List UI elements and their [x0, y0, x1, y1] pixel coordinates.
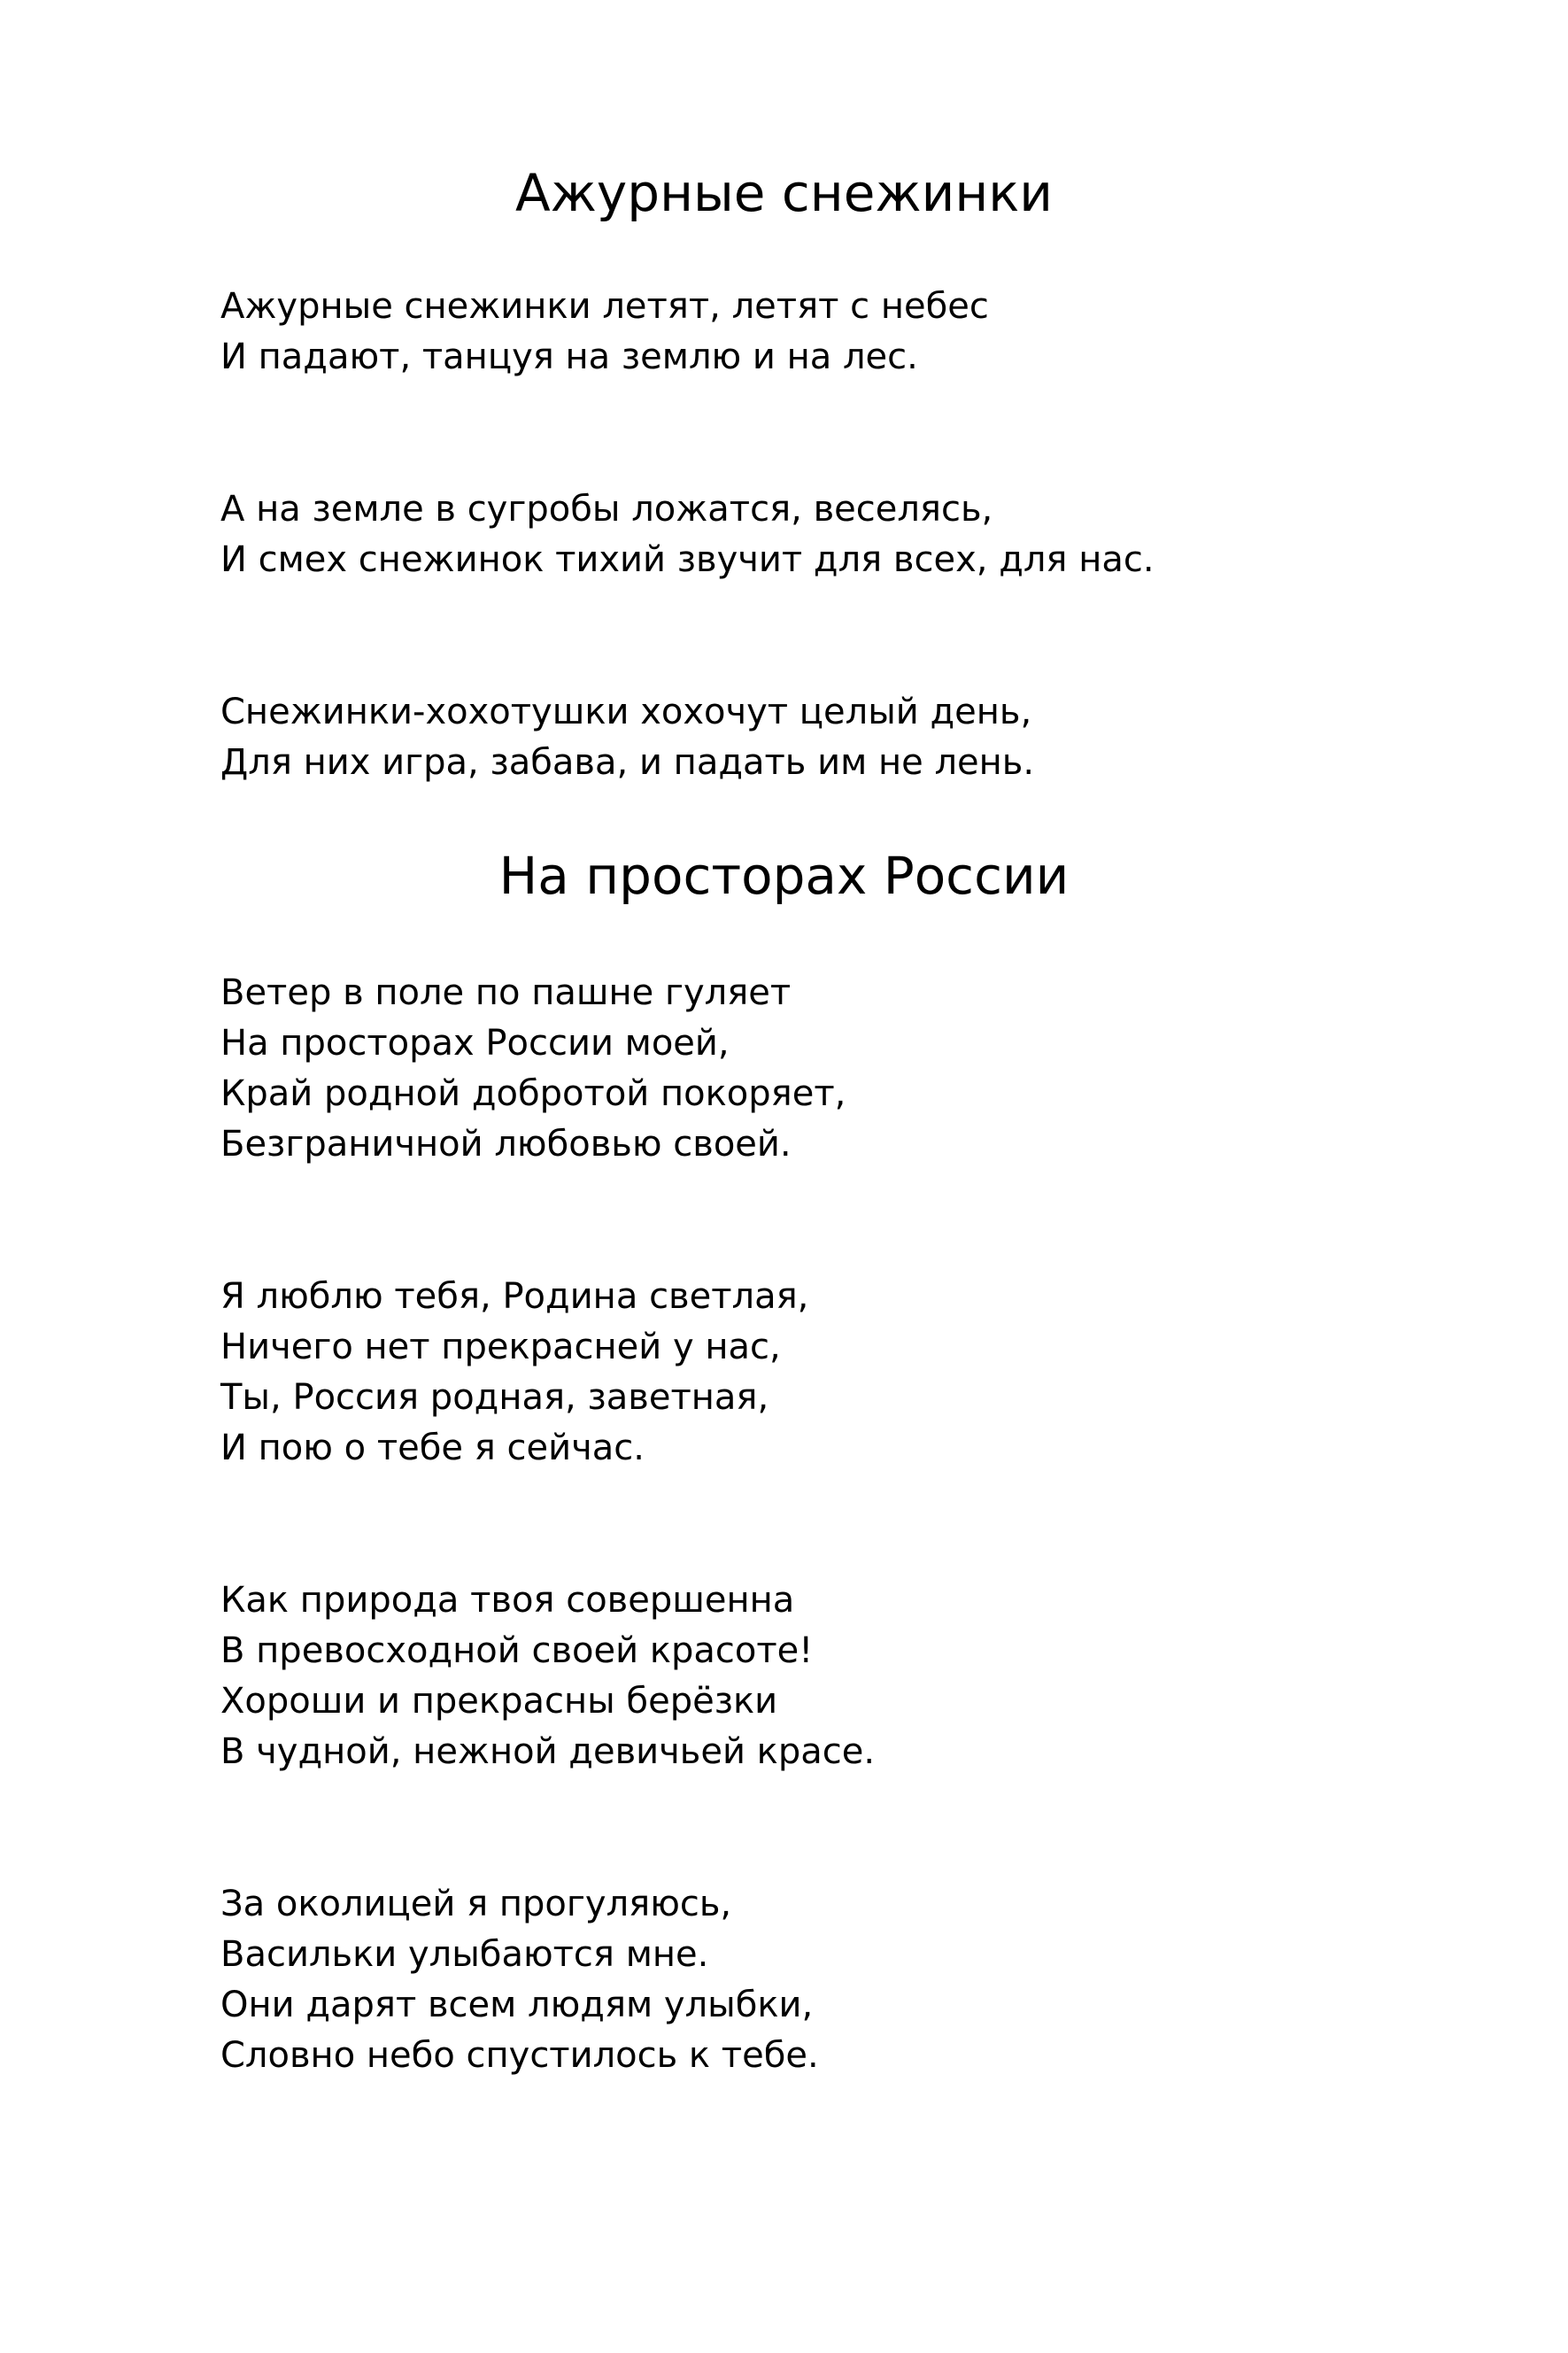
poem-line: Безграничной любовью своей. — [220, 1124, 792, 1165]
poem-line: Ветер в поле по пашне гуляет — [220, 972, 792, 1013]
poem-line: Край родной добротой покоряет, — [220, 1073, 846, 1114]
poem-line: Снежинки-хохотушки хохочут целый день, — [220, 692, 1032, 732]
stanza — [220, 687, 1460, 788]
poem-line: Ничего нет прекрасней у нас, — [220, 1327, 781, 1367]
poem-line: На просторах России моей, — [220, 1023, 730, 1064]
poem-line: Для них игра, забава, и падать им не лень. — [220, 742, 1035, 783]
stanza — [220, 1272, 1460, 1474]
poem-title: На просторах России — [498, 846, 1070, 906]
poem-line: Я люблю тебя, Родина светлая, — [220, 1276, 809, 1317]
poem-line: И падают, танцуя на землю и на лес. — [220, 337, 918, 377]
poem-line: Ты, Россия родная, заветная, — [220, 1377, 769, 1418]
poem-line: В чудной, нежной девичьей красе. — [220, 1731, 876, 1772]
poem-line: Как природа твоя совершенна — [220, 1580, 795, 1621]
poem-line: Ажурные снежинки летят, летят с небес — [220, 286, 989, 327]
stanza — [220, 1575, 1460, 1777]
stanza — [220, 968, 1460, 1170]
poem-line: Они дарят всем людям улыбки, — [220, 1985, 814, 2025]
stanza — [220, 1879, 1460, 2081]
stanza — [220, 282, 1460, 383]
poem-line: Словно небо спустилось к тебе. — [220, 2035, 819, 2076]
poem-line: Хороши и прекрасны берёзки — [220, 1681, 778, 1722]
poem-line: И смех снежинок тихий звучит для всех, для нас. — [220, 539, 1155, 580]
poem-line: В превосходной своей красоте! — [220, 1630, 814, 1671]
poem-line: И пою о тебе я сейчас. — [220, 1428, 645, 1468]
poem-title: Ажурные снежинки — [515, 163, 1053, 223]
poem-line: Васильки улыбаются мне. — [220, 1934, 709, 1975]
poem-line: За околицей я прогуляюсь, — [220, 1884, 732, 1924]
poem-line: А на земле в сугробы ложатся, веселясь, — [220, 489, 993, 530]
stanza — [220, 484, 1460, 585]
